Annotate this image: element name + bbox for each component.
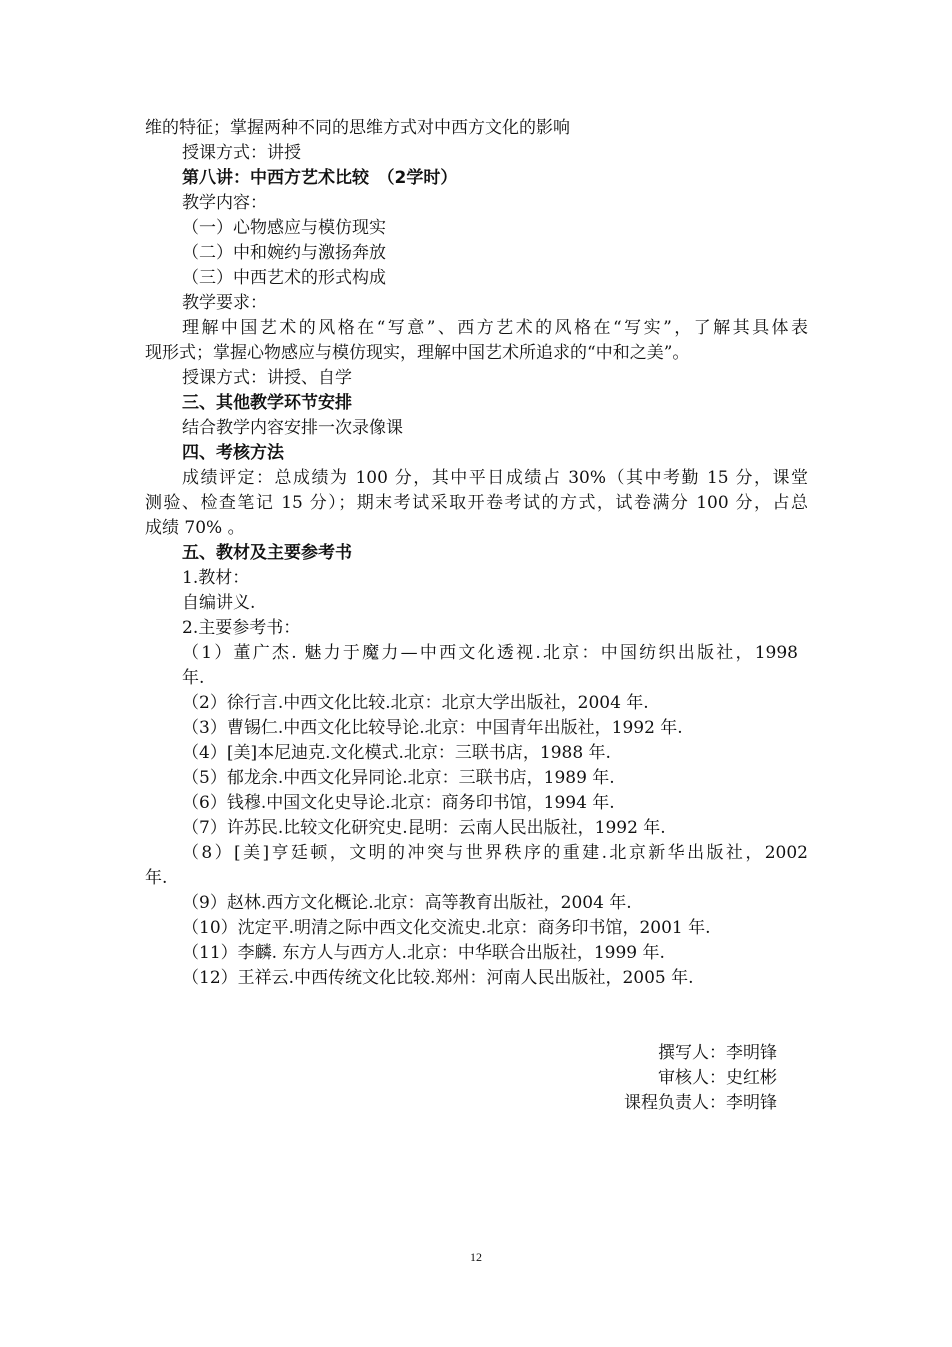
body-line: 教学要求： bbox=[182, 293, 267, 313]
section-heading: 五、教材及主要参考书 bbox=[182, 543, 352, 563]
course-lead-signature: 课程负责人：李明锋 bbox=[624, 1093, 777, 1113]
body-line: 维的特征；掌握两种不同的思维方式对中西方文化的影响 bbox=[145, 118, 570, 138]
reference-item: （10）沈定平.明清之际中西文化交流史.北京：商务印书馆，2001 年. bbox=[182, 918, 711, 938]
author-signature: 撰写人：李明锋 bbox=[658, 1043, 777, 1063]
list-item: （三）中西艺术的形式构成 bbox=[182, 268, 386, 288]
list-item: （二）中和婉约与激扬奔放 bbox=[182, 243, 386, 263]
body-line: 1.教材： bbox=[182, 568, 250, 588]
body-line: 授课方式：讲授 bbox=[182, 143, 301, 163]
body-line: 授课方式：讲授、自学 bbox=[182, 368, 352, 388]
reference-item: （8）[美]亨廷顿，文明的冲突与世界秩序的重建.北京新华出版社，2002 bbox=[182, 843, 808, 863]
paragraph-line: 测验、检查笔记 15 分）；期末考试采取开卷考试的方式，试卷满分 100 分，占总 bbox=[145, 493, 808, 513]
reviewer-signature: 审核人：史红彬 bbox=[658, 1068, 777, 1088]
reference-item: （7）许苏民.比较文化研究史.昆明：云南人民出版社，1992 年. bbox=[182, 818, 666, 838]
list-item: （一）心物感应与模仿现实 bbox=[182, 218, 386, 238]
body-line: 结合教学内容安排一次录像课 bbox=[182, 418, 403, 438]
reference-item: 年. bbox=[182, 668, 205, 688]
section-heading: 四、考核方法 bbox=[182, 443, 284, 463]
paragraph-line: 现形式；掌握心物感应与模仿现实，理解中国艺术所追求的“中和之美”。 bbox=[145, 343, 690, 363]
reference-item: （3）曹锡仁.中西文化比较导论.北京：中国青年出版社，1992 年. bbox=[182, 718, 683, 738]
reference-item: （9）赵林.西方文化概论.北京：高等教育出版社，2004 年. bbox=[182, 893, 632, 913]
paragraph-line: 成绩评定：总成绩为 100 分，其中平日成绩占 30%（其中考勤 15 分，课堂 bbox=[182, 468, 808, 488]
reference-item: （4）[美]本尼迪克.文化模式.北京：三联书店，1988 年. bbox=[182, 743, 611, 763]
body-line: 自编讲义. bbox=[182, 593, 256, 613]
paragraph-line: 成绩 70% 。 bbox=[145, 518, 245, 538]
section-heading: 三、其他教学环节安排 bbox=[182, 393, 352, 413]
page-number: 12 bbox=[470, 1250, 482, 1264]
body-line: 教学内容： bbox=[182, 193, 267, 213]
lecture-heading: 第八讲：中西方艺术比较 （2学时） bbox=[182, 168, 458, 188]
reference-item: 年. bbox=[145, 868, 168, 888]
reference-item: （6）钱穆.中国文化史导论.北京：商务印书馆，1994 年. bbox=[182, 793, 615, 813]
reference-item: （5）郁龙余.中西文化异同论.北京：三联书店，1989 年. bbox=[182, 768, 615, 788]
reference-item: （2）徐行言.中西文化比较.北京：北京大学出版社，2004 年. bbox=[182, 693, 649, 713]
body-line: 2.主要参考书： bbox=[182, 618, 301, 638]
reference-item: （12）王祥云.中西传统文化比较.郑州：河南人民出版社，2005 年. bbox=[182, 968, 694, 988]
reference-item: （11）李麟. 东方人与西方人.北京：中华联合出版社，1999 年. bbox=[182, 943, 665, 963]
paragraph-line: 理解中国艺术的风格在“写意”、西方艺术的风格在“写实”，了解其具体表 bbox=[182, 318, 808, 338]
reference-item: （1）董广杰. 魅力于魔力—中西文化透视.北京：中国纺织出版社，1998 bbox=[182, 643, 798, 663]
